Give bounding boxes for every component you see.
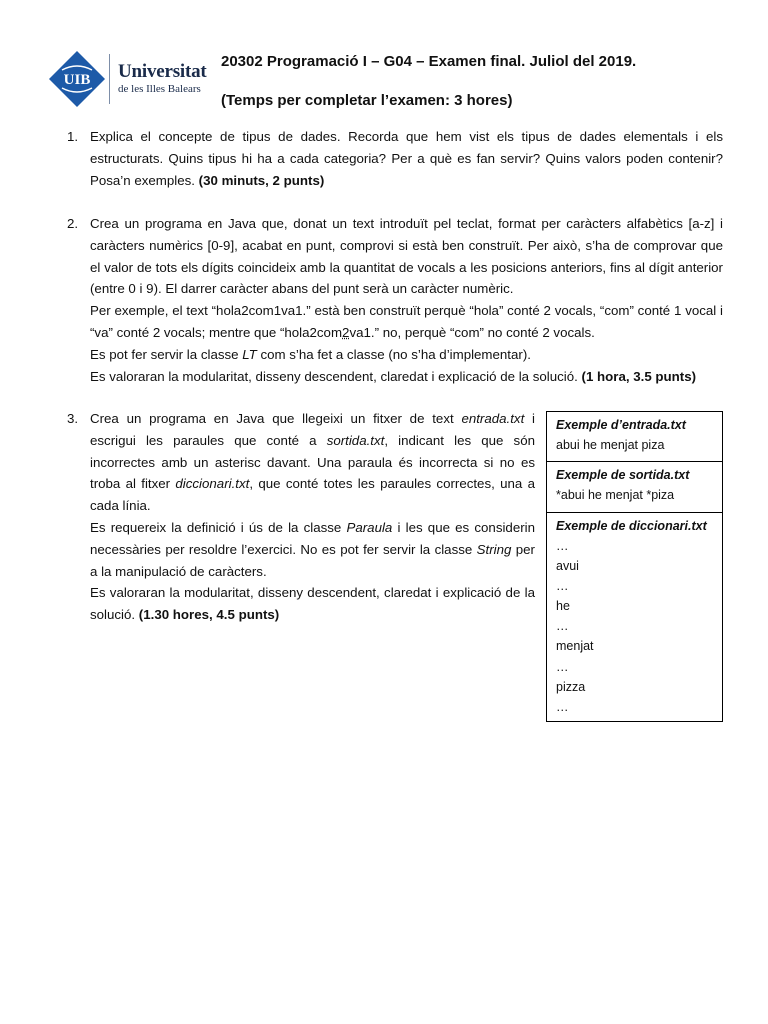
question-2-text: Crea un programa en Java que, donat un text introduït pel teclat, format per caràcters alfabètics [a-z] i caràcters numèrics [0-9], acabat en punt, comprovi si està ben construït. Per això, s’ha de comprovar que el valor de tots els dígits coincideix amb la quantitat de vocals a les posicions anteriors, fins al dígit anterior (entre 0 i 9). El darrer caràcter abans del punt serà un caràcter numèric.	[90, 216, 723, 297]
example-output-content: *abui he menjat *piza	[556, 488, 675, 502]
question-2-evaluation	[90, 366, 723, 388]
example-output-title: Exemple de sortida.txt	[556, 468, 690, 482]
question-1	[90, 126, 723, 191]
svg-text:UIB: UIB	[63, 72, 91, 88]
question-3-dict-file: diccionari.txt	[175, 476, 250, 492]
dictionary-line: menjat	[556, 639, 594, 654]
question-2-example-digit: 2	[342, 324, 350, 340]
question-3-output-file: sortida.txt	[326, 432, 385, 448]
logo-divider	[109, 54, 110, 104]
question-2-eval-text: Es valoraran la modularitat, disseny descendent, claredat i explicació de la solució.	[90, 368, 578, 384]
examples-panel	[546, 411, 723, 722]
question-2	[90, 213, 723, 387]
question-2-example-b: va1.” no, perquè “com” no conté 2 vocals.	[349, 324, 595, 340]
example-dictionary-list	[556, 536, 713, 717]
question-2-lt-class: LT	[242, 346, 257, 362]
question-2-lt-a: Es pot fer servir la classe	[90, 346, 243, 362]
question-3-t4: , que conté totes les paraules correctes, una a cada línia.	[90, 476, 535, 514]
dictionary-line: …	[556, 659, 569, 674]
question-1-number: 1.	[67, 129, 79, 144]
question-3-evaluation	[90, 582, 535, 626]
question-3-t2: i escrigui les paraules que conté a	[90, 411, 535, 448]
question-1-text: Explica el concepte de tipus de dades. Recorda que hem vist els tipus de dades elementals i els estructurats. Quins tipus hi ha a cada categoria? Per a què es fan servir? Quins valors poden contenir? Posa’n exemples.	[90, 129, 723, 188]
question-3-text	[90, 408, 535, 517]
example-dictionary-title: Exemple de diccionari.txt	[556, 519, 707, 533]
question-3-class-paraula: Paraula	[346, 519, 393, 535]
question-3-input-file: entrada.txt	[461, 411, 525, 426]
question-2-example	[90, 300, 723, 344]
question-3	[90, 408, 535, 626]
exam-duration: (Temps per completar l’examen: 3 hores)	[221, 92, 513, 109]
question-3-class-string: String	[476, 541, 512, 557]
example-dictionary-box	[546, 513, 723, 722]
dictionary-line: …	[556, 539, 569, 553]
question-3-c1: Es requereix la definició i ús de la classe	[90, 519, 347, 535]
example-output-box	[546, 462, 723, 513]
question-3-classes	[90, 517, 535, 582]
question-1-points: (30 minuts, 2 punts)	[198, 172, 325, 188]
question-2-lt-b: com s’ha fet a classe (no s’ha d’implementar).	[256, 346, 531, 362]
uib-seal-icon	[48, 50, 106, 108]
question-2-points: (1 hora, 3.5 punts)	[581, 368, 697, 384]
dictionary-line: …	[556, 619, 569, 634]
question-3-t1: Crea un programa en Java que llegeixi un fitxer de text	[90, 411, 462, 426]
question-3-number: 3.	[67, 411, 79, 426]
dictionary-line: he	[556, 599, 570, 614]
dictionary-line: …	[556, 699, 569, 714]
dictionary-line: pizza	[556, 679, 586, 694]
dictionary-line: …	[556, 579, 569, 594]
exam-title: 20302 Programació I – G04 – Examen final. Juliol del 2019.	[221, 53, 637, 70]
question-3-points: (1.30 hores, 4.5 punts)	[138, 607, 280, 623]
question-3-t3: , indicant les que són incorrectes amb un asterisc davant. Una paraula és incorrecta si no es troba al fitxer	[90, 432, 535, 492]
question-2-lt-note	[90, 344, 723, 366]
question-2-number: 2.	[67, 216, 79, 231]
question-3-c2: i les que es considerin necessàries per resoldre l’exercici. No es pot fer servir la classe	[90, 519, 535, 557]
question-3-eval-text: Es valoraran la modularitat, disseny descendent, claredat i explicació de la solució.	[90, 585, 535, 623]
uib-logo	[48, 50, 208, 108]
dictionary-line: avui	[556, 559, 579, 574]
example-input-content: abui he menjat piza	[556, 438, 665, 452]
logo-university-subtitle: de les Illes Balears	[118, 83, 201, 95]
logo-university-name: Universitat	[118, 61, 207, 82]
example-input-title: Exemple d’entrada.txt	[556, 418, 686, 432]
question-2-example-a: Per exemple, el text “hola2com1va1.” està ben construït perquè “hola” conté 2 vocals, “com” conté 1 vocal i “va” conté 2 vocals; mentre que “hola2com	[90, 303, 723, 340]
question-3-c3: per a la manipulació de caràcters.	[90, 541, 535, 579]
example-input-box	[546, 411, 723, 462]
